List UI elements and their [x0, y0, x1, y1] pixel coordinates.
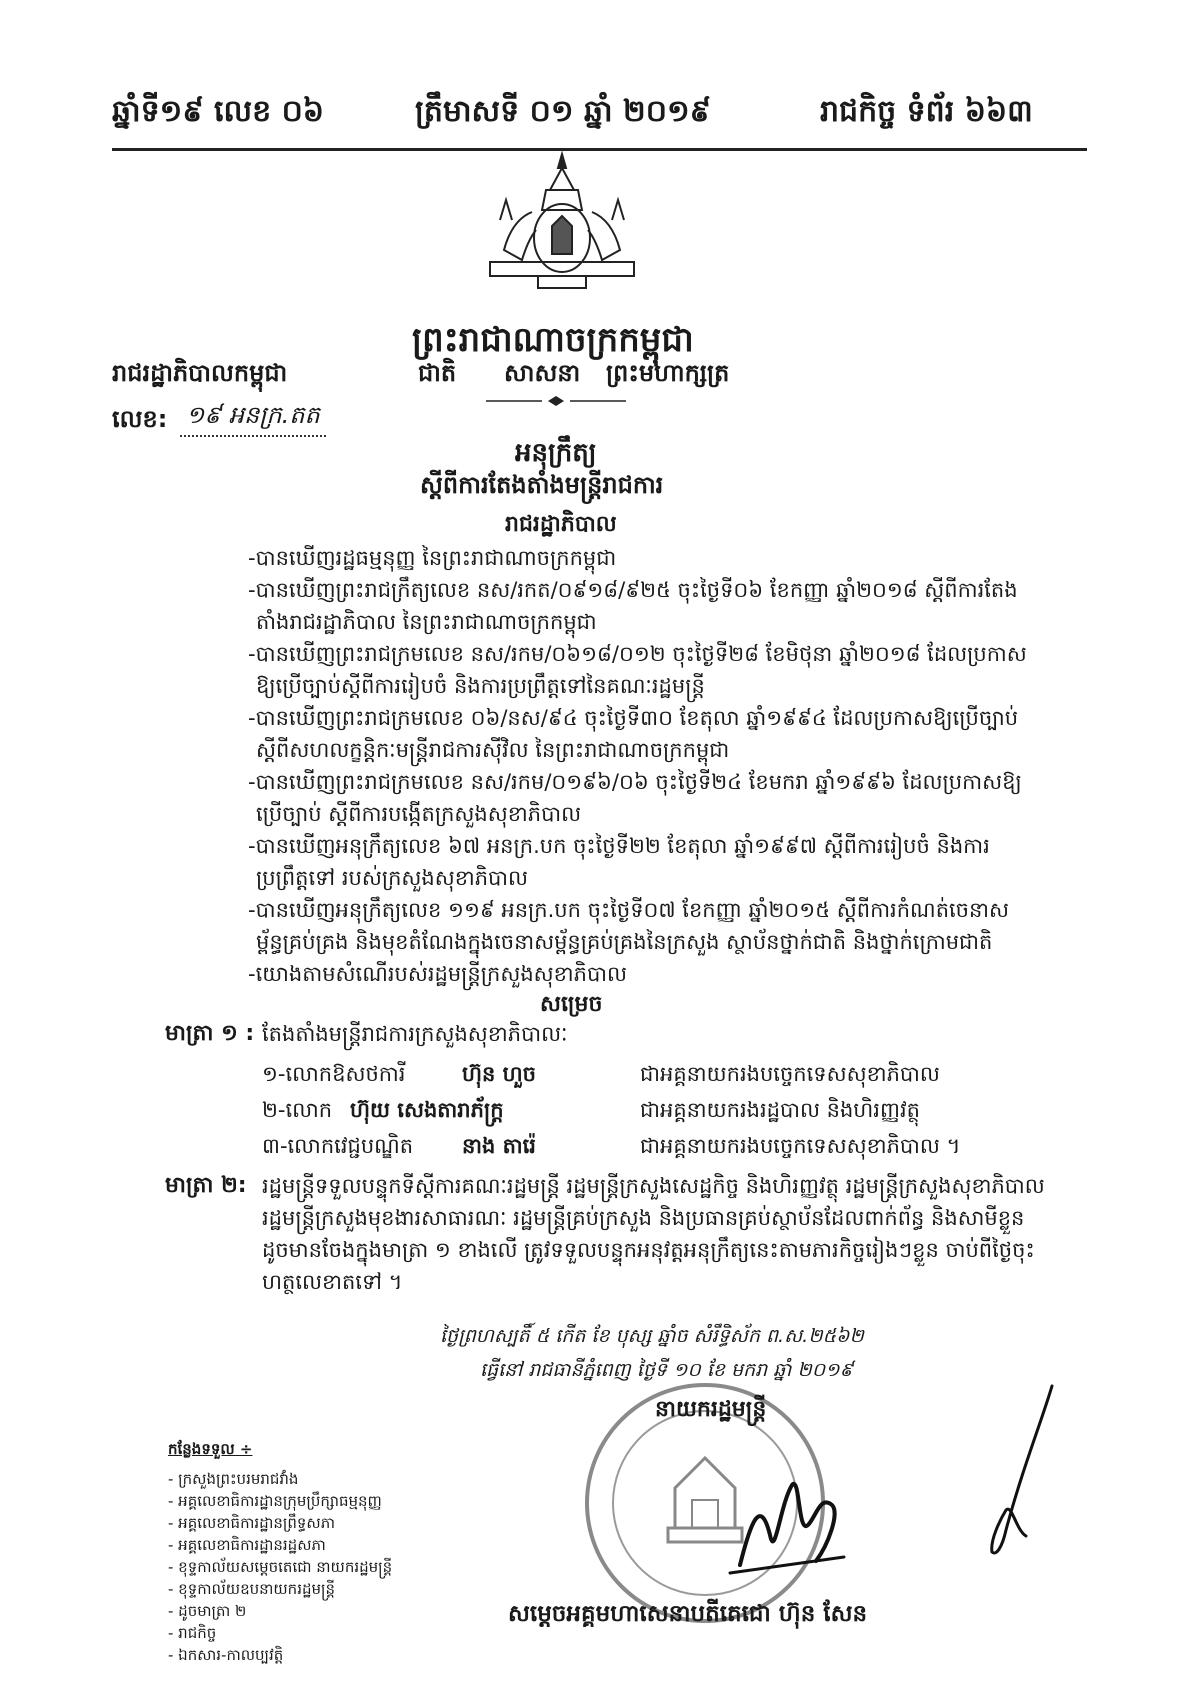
- appointee-name: នាង តារ៉េ: [462, 1134, 536, 1158]
- appointee-position: ជាអគ្គនាយករងបច្ចេកទេសសុខាភិបាល ។: [640, 1134, 961, 1158]
- article-1-text: តែងតាំងមន្ត្រីរាជការក្រសួងសុខាភិបាលៈ: [262, 1022, 568, 1046]
- gazette-page-label: រាជកិច្ច ទំព័រ: [820, 94, 955, 129]
- preamble-line: -បានឃើញព្រះរាជក្រមលេខ ០៦/នស/៩៤ ចុះថ្ងៃទី៣០ ខែតុលា ឆ្នាំ១៩៩៤ ដែលប្រកាសឱ្យប្រើច្បាប់: [248, 706, 1019, 730]
- lunar-date: ថ្ងៃព្រហស្បតិ៍ ៥ កើត ខែ បុស្ស ឆ្នាំច សំរឹទ្ធិស័ក ព.ស.២៥៦២: [440, 1325, 864, 1347]
- royal-coat-of-arms-icon: [482, 150, 642, 298]
- gazette-year-issue: ឆ្នាំទី១៩ លេខ ០៦: [112, 94, 325, 129]
- appointee-prefix: ៣-លោកវេជ្ជបណ្ឌិត: [262, 1134, 414, 1158]
- distribution-item: - ខុទ្ទកាល័យឧបនាយករដ្ឋមន្ត្រី: [168, 1580, 335, 1598]
- signatory-name: សម្តេចអគ្គមហាសេនាបតីតេជោ ហ៊ុន សែន: [508, 1601, 868, 1627]
- issuing-authority: រាជរដ្ឋាភិបាល: [505, 512, 617, 537]
- motto-religion: សាសនា: [504, 359, 581, 387]
- distribution-item: - អគ្គលេខាធិការដ្ឋានរដ្ឋសភា: [168, 1536, 326, 1554]
- article-1-label: មាត្រា ១ :: [165, 1021, 255, 1046]
- distribution-title: កន្លែងទទួល ÷: [168, 1440, 253, 1458]
- appointee-position: ជាអគ្គនាយករងបច្ចេកទេសសុខាភិបាល: [640, 1062, 940, 1086]
- appointee-prefix: ២-លោក: [262, 1098, 333, 1122]
- appointee-position: ជាអគ្គនាយករងរដ្ឋបាល និងហិរញ្ញវត្ថុ: [640, 1098, 920, 1122]
- distribution-list: [168, 1440, 392, 1666]
- prime-minister-signature-icon: [720, 1465, 860, 1585]
- distribution-item: - ខុទ្ទកាល័យសម្តេចតេជោ នាយករដ្ឋមន្ត្រី: [168, 1558, 393, 1576]
- distribution-item: - អគ្គលេខាធិការដ្ឋានក្រុមប្រឹក្សាធម្មនុញ្ញ: [168, 1492, 382, 1510]
- government-name: រាជរដ្ឋាភិបាលកម្ពុជា: [112, 359, 288, 387]
- preamble-line: -បានឃើញព្រះរាជក្រមលេខ នស/រកម/០៦១៨/០១២ ចុះថ្ងៃទី២៨ ខែមិថុនា ឆ្នាំ២០១៨ ដែលប្រកាស: [248, 642, 1027, 666]
- preamble-line: ឱ្យប្រើច្បាប់ស្តីពីការរៀបចំ និងការប្រព្រឹត្តទៅនៃគណៈរដ្ឋមន្ត្រី: [256, 674, 705, 698]
- ornament-divider-icon: [486, 394, 626, 408]
- appointee-prefix: ១-លោកឱសថការី: [262, 1062, 406, 1086]
- gazette-page-number: ៦៦៣: [964, 94, 1033, 129]
- article-2-line: ហត្ថលេខាតទៅ ។: [262, 1270, 403, 1294]
- gazette-page: [820, 92, 1033, 136]
- preamble-line: -បានឃើញព្រះរាជក្រមលេខ នស/រកម/០១៩៦/០៦ ចុះថ្ងៃទី២៤ ខែមករា ឆ្នាំ១៩៩៦ ដែលប្រកាសឱ្យ: [248, 770, 1022, 794]
- preamble-line: -បានឃើញរដ្ឋធម្មនុញ្ញ នៃព្រះរាជាណាចក្រកម្ពុជា: [248, 546, 617, 570]
- preamble-line: -បានឃើញអនុក្រឹត្យលេខ ១១៩ អនក្រ.បក ចុះថ្ងៃទី០៧ ខែកញ្ញា ឆ្នាំ២០១៥ ស្តីពីការកំណត់ចេនាស: [248, 898, 1010, 922]
- signatory-title: នាយករដ្ឋមន្ត្រី: [655, 1397, 767, 1422]
- distribution-item: - អគ្គលេខាធិការដ្ឋានព្រឹទ្ធសភា: [168, 1514, 335, 1532]
- preamble: [248, 542, 1027, 990]
- appointee-name: ហ៊ុន ហួច: [462, 1062, 536, 1086]
- preamble-line: ម្ព័ន្ធគ្រប់គ្រង និងមុខតំណែងក្នុងចេនាសម្ព័ន្ធគ្រប់គ្រងនៃក្រសួង ស្ថាប័នថ្នាក់ជាតិ និងថ្នាក់ក្រោមជាតិ: [256, 930, 993, 954]
- solar-date: ធ្វើនៅ រាជធានីភ្នំពេញ ថ្ងៃទី ១០ ខែ មករា ឆ្នាំ ២០១៩: [480, 1359, 854, 1381]
- motto-nation: ជាតិ: [418, 359, 457, 387]
- motto-king: ព្រះមហាក្សត្រ: [606, 359, 730, 387]
- decree-title: អនុក្រឹត្យ: [515, 438, 597, 468]
- article-2-body: [262, 1170, 1045, 1298]
- decree-subject: ស្តីពីការតែងតាំងមន្ត្រីរាជការ: [420, 471, 664, 499]
- preamble-line: -បានឃើញព្រះរាជក្រឹត្យលេខ នស/រកត/០៩១៨/៩២៥ ចុះថ្ងៃទី០៦ ខែកញ្ញា ឆ្នាំ២០១៨ ស្តីពីការតែង: [248, 578, 1018, 602]
- preamble-line: -បានឃើញអនុក្រឹត្យលេខ ៦៧ អនក្រ.បក ចុះថ្ងៃទី២២ ខែតុលា ឆ្នាំ១៩៩៧ ស្តីពីការរៀបចំ និងការ: [248, 834, 990, 858]
- reference-number: ១៩ អនក្រ.តត: [180, 400, 326, 437]
- article-2-line: រដ្ឋមន្ត្រីក្រសួងមុខងារសាធារណៈ រដ្ឋមន្ត្រីគ្រប់ក្រសួង និងប្រធានគ្រប់ស្ថាប័នដែលពាក់ព័ន្ធ និងសាមីខ្លួន: [262, 1206, 1025, 1230]
- preamble-line: -យោងតាមសំណើរបស់រដ្ឋមន្ត្រីក្រសួងសុខាភិបាល: [248, 962, 627, 986]
- preamble-line: ប្រើច្បាប់ ស្តីពីការបង្កើតក្រសួងសុខាភិបាល: [256, 802, 582, 826]
- distribution-item: - ឯកសារ-កាលប្បវត្តិ: [168, 1646, 284, 1664]
- reference-label: លេខ:: [112, 405, 168, 433]
- appointee-name: ហ៊ុយ សេងតារាភ័ក្ត្រ: [350, 1098, 504, 1122]
- preamble-line: ស្តីពីសហលក្ខន្តិកៈមន្ត្រីរាជការស៊ីវិល នៃព្រះរាជាណាចក្រកម្ពុជា: [256, 738, 730, 762]
- article-2-line: រដ្ឋមន្ត្រីទទួលបន្ទុកទីស្តីការគណៈរដ្ឋមន្ត្រី រដ្ឋមន្ត្រីក្រសួងសេដ្ឋកិច្ច និងហិរញ្ញវត្ថុ រដ្ឋមន្ត្រីក្រសួងសុខាភិបាល: [262, 1174, 1045, 1198]
- preamble-line: តាំងរាជរដ្ឋាភិបាល នៃព្រះរាជាណាចក្រកម្ពុជា: [256, 610, 597, 634]
- distribution-item: - រាជកិច្ច: [168, 1624, 217, 1642]
- preamble-line: ប្រព្រឹត្តទៅ របស់ក្រសួងសុខាភិបាល: [256, 866, 529, 890]
- gazette-date: ត្រឹមាសទី ០១ ឆ្នាំ ២០១៩: [415, 94, 711, 129]
- distribution-item: - ដូចមាត្រា ២: [168, 1602, 247, 1620]
- kingdom-title: ព្រះរាជាណាចក្រកម្ពុជា: [412, 320, 694, 360]
- article-2-line: ដូចមានចែងក្នុងមាត្រា ១ ខាងលើ ត្រូវទទួលបន្ទុកអនុវត្តអនុក្រឹត្យនេះតាមភារកិច្ចរៀងៗខ្លួន ចាប់ពីថ្ងៃចុះ: [262, 1238, 1035, 1262]
- distribution-item: - ក្រសួងព្រះបរមរាជវាំង: [168, 1470, 299, 1488]
- margin-initial-signature-icon: [982, 1380, 1072, 1560]
- article-2-label: មាត្រា ២:: [165, 1173, 247, 1198]
- decision-heading: សម្រេច: [540, 992, 603, 1017]
